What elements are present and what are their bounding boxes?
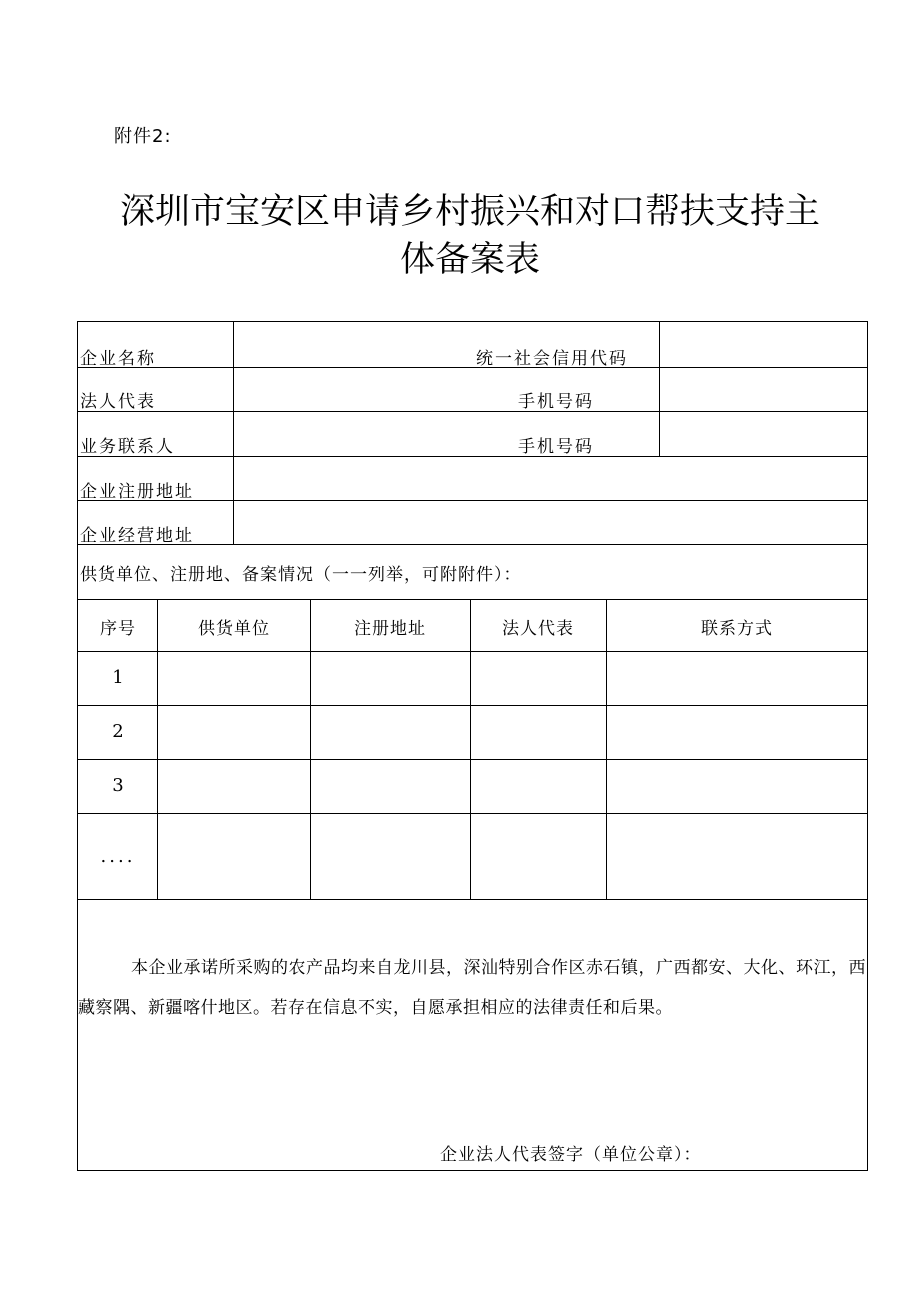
legal-rep-label: 法人代表 [80,392,156,412]
address-cell[interactable] [311,760,470,813]
contact-cell[interactable] [607,760,867,813]
company-name-field[interactable] [234,322,659,367]
signature-label: 企业法人代表签字（单位公章）： [440,1145,702,1165]
address-cell[interactable] [311,652,470,705]
form-row-legal-rep [78,367,867,412]
contact-phone-label: 手机号码 [518,437,594,457]
address-cell[interactable] [311,814,470,899]
contact-field[interactable] [234,412,659,456]
supplier-section-header: 供货单位、注册地、备案情况（一一列举，可附附件）： [80,565,522,585]
credit-code-field[interactable] [660,322,867,367]
form-row-company-name [78,322,867,368]
col-header-seq: 序号 [100,619,136,639]
legal-rep-cell[interactable] [471,652,606,705]
row-seq: 1 [112,667,124,688]
row-seq-ellipsis: .... [100,846,136,867]
col-header-contact: 联系方式 [701,619,773,639]
contact-cell[interactable] [607,814,867,899]
form-row-contact [78,412,867,457]
col-header-legal-rep: 法人代表 [502,619,574,639]
registration-form [77,321,868,1171]
table-row [78,652,867,706]
supplier-cell[interactable] [158,814,310,899]
pledge-text-block [78,948,867,1028]
supplier-cell[interactable] [158,706,310,759]
contact-label: 业务联系人 [80,437,175,457]
company-name-label: 企业名称 [80,349,156,369]
legal-rep-phone-field[interactable] [660,367,867,411]
title-line-1: 深圳市宝安区申请乡村振兴和对口帮扶支持主 [119,192,820,232]
title-line-2: 体备案表 [399,240,540,280]
legal-rep-cell[interactable] [471,760,606,813]
contact-phone-field[interactable] [660,412,867,456]
legal-rep-field[interactable] [234,367,659,411]
legal-rep-cell[interactable] [471,814,606,899]
contact-cell[interactable] [607,706,867,759]
operating-address-field[interactable] [234,501,867,544]
table-row [78,706,867,760]
credit-code-label: 统一社会信用代码 [476,349,628,369]
registered-address-field[interactable] [234,457,867,500]
col-header-supplier: 供货单位 [198,619,270,639]
form-row-registered-address [78,457,867,501]
table-row [78,814,867,900]
legal-rep-phone-label: 手机号码 [518,392,594,412]
supplier-cell[interactable] [158,760,310,813]
registered-address-label: 企业注册地址 [80,482,194,502]
attachment-label: 附件2: [114,126,172,147]
operating-address-label: 企业经营地址 [80,526,194,546]
col-header-address: 注册地址 [354,619,426,639]
form-row-operating-address [78,501,867,545]
page-title [110,188,830,284]
address-cell[interactable] [311,706,470,759]
supplier-cell[interactable] [158,652,310,705]
supplier-section-row [78,545,867,600]
pledge-section [78,900,867,1170]
row-seq: 3 [112,775,124,796]
table-row [78,760,867,814]
supplier-table-header [78,600,867,652]
row-seq: 2 [112,721,124,742]
pledge-text: 本企业承诺所采购的农产品均来自龙川县，深汕特别合作区赤石镇，广西都安、大化、环江，西藏察隅、新疆喀什地区。若存在信息不实，自愿承担相应的法律责任和后果。 [78,958,866,1018]
legal-rep-cell[interactable] [471,706,606,759]
contact-cell[interactable] [607,652,867,705]
